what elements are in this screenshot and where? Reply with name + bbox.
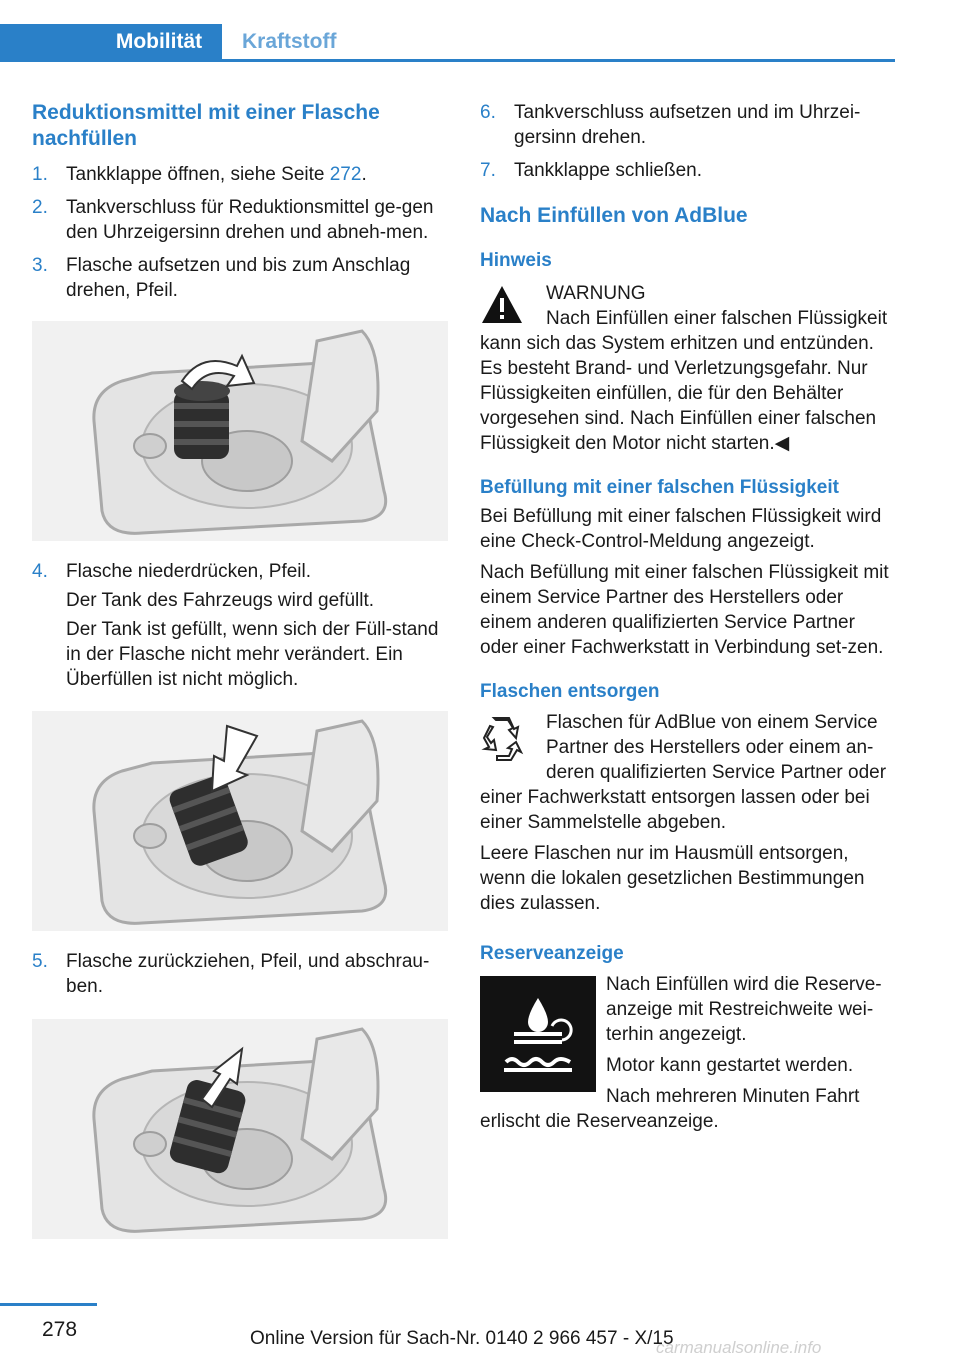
reserve-paragraph-1: Nach Einfüllen wird die Reserve-anzeige mit Restreichweite wei-terhin angezeigt. <box>606 974 882 1045</box>
watermark: carmanualsonline.info <box>656 1338 822 1357</box>
online-version-text: Online Version für Sach-Nr. 0140 2 966 457 - X/15 <box>250 1328 674 1349</box>
tab-mobilitaet[interactable]: Mobilität <box>96 24 222 60</box>
step-text: Tankverschluss aufsetzen und im Uhrzei-gersinn drehen. <box>514 102 861 148</box>
reserve-paragraph-2: Motor kann gestartet werden. <box>606 1055 854 1076</box>
step-2 <box>32 195 448 245</box>
adblue-reserve-icon <box>480 976 596 1092</box>
step-number: 4. <box>32 561 48 582</box>
page-number: 278 <box>42 1318 78 1341</box>
step-text: Tankklappe öffnen, siehe Seite <box>66 164 330 185</box>
dispose-block <box>480 710 896 835</box>
wrong-fluid-paragraph-2: Nach Befüllung mit einer falschen Flüssigkeit mit einem Service Partner des Herstellers oder einem anderen qualifizierten Service Partner oder einer Fachwerkstatt in Verbindung set-zen. <box>480 562 889 658</box>
step-number: 7. <box>480 160 496 181</box>
footer-divider <box>0 1303 97 1306</box>
step-3 <box>32 253 448 303</box>
step-4 <box>32 559 448 584</box>
step-6 <box>480 100 896 150</box>
step-text: Flasche niederdrücken, Pfeil. <box>66 561 312 582</box>
page-header <box>0 0 895 62</box>
reserve-block <box>480 972 896 1134</box>
wrong-fluid-paragraph-1: Bei Befüllung mit einer falschen Flüssigkeit wird eine Check-Control-Meldung angezeigt. <box>480 506 882 552</box>
step-1 <box>32 162 448 187</box>
step-7 <box>480 158 896 183</box>
dispose-paragraph-2: Leere Flaschen nur im Hausmüll entsorgen, wenn die lokalen gesetzlichen Bestimmungen dies zulassen. <box>480 843 865 914</box>
step-text: Flasche aufsetzen und bis zum Anschlag drehen, Pfeil. <box>66 255 411 301</box>
step-text: Tankverschluss für Reduktionsmittel ge-gen den Uhrzeigersinn drehen und abneh-men. <box>66 197 434 243</box>
header-accent-block <box>0 24 96 60</box>
step-text: Tankklappe schließen. <box>514 160 702 181</box>
header-divider <box>0 59 895 62</box>
figure-bottle-turn <box>32 321 448 541</box>
warning-text: Nach Einfüllen einer falschen Flüssigkeit kann sich das System erhitzen und entzünden. Es besteht Brand- und Verletzungsgefahr. Nur Flüssigkeiten einfüllen, die für den Behälter vorgesehen sind. Nach Einfüllen einer falschen Flüssigkeit den Motor nicht starten.◀ <box>480 308 888 454</box>
reserve-paragraph-3: Nach mehreren Minuten Fahrt erlischt die Reserveanzeige. <box>480 1086 860 1132</box>
left-column <box>32 100 448 1239</box>
warning-block <box>480 281 896 456</box>
page-link-272[interactable]: 272 <box>329 164 362 185</box>
step-text: Flasche zurückziehen, Pfeil, und abschrau-ben. <box>66 951 430 997</box>
step-number: 1. <box>32 164 48 185</box>
subheading-wrong-fluid: Befüllung mit einer falschen Flüssigkeit <box>480 477 839 498</box>
step-number: 6. <box>480 102 496 123</box>
step-4-note-2: Der Tank ist gefüllt, wenn sich der Füll-stand in der Flasche nicht mehr verändert. Ein Überfüllen ist nicht möglich. <box>66 619 439 690</box>
step-number: 3. <box>32 255 48 276</box>
recycle-icon <box>480 714 524 764</box>
step-number: 2. <box>32 197 48 218</box>
tab-kraftstoff[interactable]: Kraftstoff <box>242 30 337 53</box>
figure-bottle-pull <box>32 1019 448 1239</box>
section-title-refill: Reduktionsmittel mit einer Flasche nachfüllen <box>32 101 380 150</box>
warning-triangle-icon <box>480 283 524 327</box>
step-number: 5. <box>32 951 48 972</box>
subheading-dispose-bottles: Flaschen entsorgen <box>480 681 660 702</box>
figure-bottle-press <box>32 711 448 931</box>
subheading-hinweis: Hinweis <box>480 250 552 271</box>
section-title-after-filling: Nach Einfüllen von AdBlue <box>480 204 748 227</box>
step-text-end: . <box>361 164 367 185</box>
subheading-reserve: Reserveanzeige <box>480 943 624 964</box>
step-5 <box>32 949 448 999</box>
step-4-note-1: Der Tank des Fahrzeugs wird gefüllt. <box>66 590 375 611</box>
right-column <box>480 100 896 1134</box>
warning-label: WARNUNG <box>546 283 646 304</box>
dispose-paragraph-1: Flaschen für AdBlue von einem Service Partner des Herstellers oder einem an-deren qualifizierten Service Partner oder einer Fachwerkstatt entsorgen lassen oder bei einer Sammelstelle abgeben. <box>480 712 887 833</box>
